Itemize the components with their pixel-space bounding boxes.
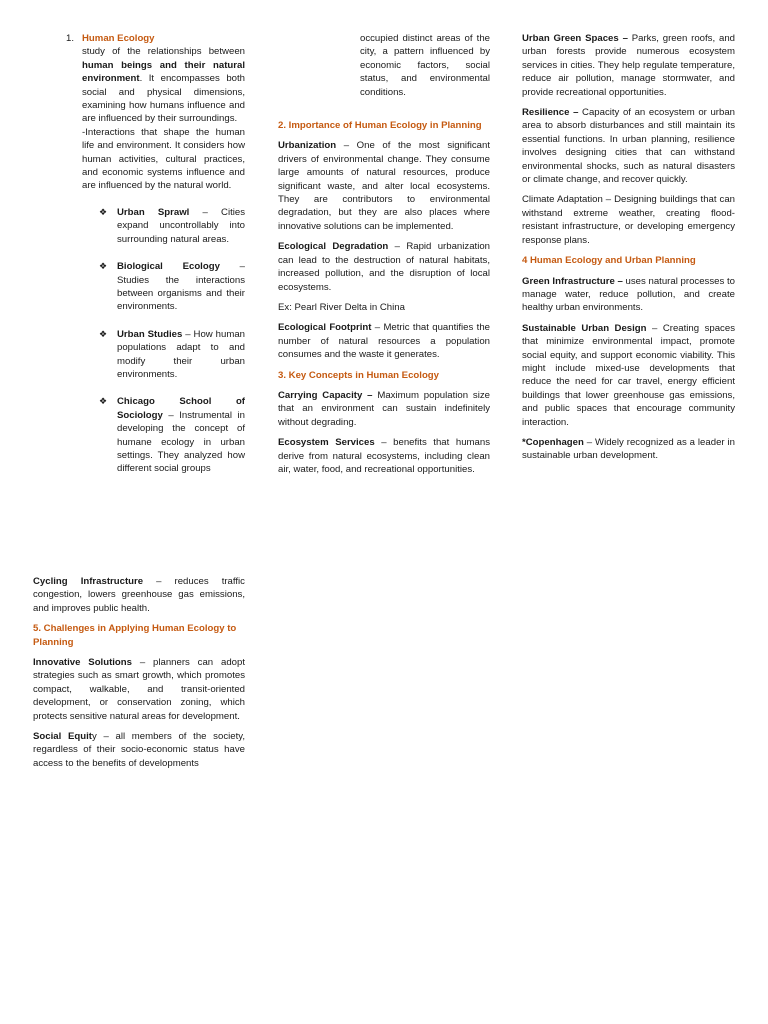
section-1-heading: Human Ecology — [82, 33, 155, 44]
section-5-heading: 5. Challenges in Applying Human Ecology to Planning — [33, 623, 237, 648]
sustainable-urban-design-paragraph: Sustainable Urban Design – Creating spaces that minimize environmental impact, promote social equity, and support economic viability. This might include mixed-use developments that reduce the need for car travel, energy efficient buildings that lower greenhouse gas emissions, and public spaces that encourage community interaction. — [522, 322, 735, 428]
bullet-item-urban-sprawl: ❖ Urban Sprawl – Cities expand uncontrollably into surrounding natural areas. — [99, 206, 245, 245]
green-infrastructure-paragraph: Green Infrastructure – uses natural processes to manage water, reduce pollution, and create healthy urban environments. — [522, 275, 735, 314]
bottom-block — [33, 575, 245, 777]
diamond-bullet-icon: ❖ — [99, 206, 108, 217]
resilience-paragraph: Resilience – Capacity of an ecosystem or urban area to absorb disturbances and still maintain its essential functions. In urban planning, resilience involves designing cities that can withstand environmental shocks, such as natural disasters or climate change, and recover quickly. — [522, 107, 735, 186]
ecosystem-services-paragraph: Ecosystem Services – benefits that humans derive from natural ecosystems, including clean air, water, food, and recreational opportunities. — [278, 437, 490, 475]
urban-green-spaces-paragraph: Urban Green Spaces – Parks, green roofs, and urban forests provide numerous ecosystem services in cities. They help regulate temperature, reduce air pollution, manage stormwater, and provide recreational opportunities. — [522, 33, 735, 98]
human-ecology-interactions: -Interactions that shape the human life and environment. It considers how human activities, cultural practices, and economic systems influence and are influenced by the natural world. — [82, 126, 245, 192]
section-1-number: 1. — [66, 33, 75, 44]
section-4-heading: 4 Human Ecology and Urban Planning — [522, 255, 696, 267]
social-equity-paragraph: Social Equity – all members of the society, regardless of their socio-economic status have access to the benefits of developments — [33, 731, 245, 769]
climate-adaptation-paragraph: Climate Adaptation – Designing buildings that can withstand extreme weather, creating flood-resistant infrastructure, or developing emergency response plans. — [522, 194, 735, 246]
human-ecology-definition: study of the relationships between human beings and their natural environment. It encompasses both social and physical dimensions, examining how humans influence and are influenced by their surroundings. — [82, 46, 245, 125]
bullet-item-biological-ecology: ❖ Biological Ecology – Studies the interactions between organisms and their environments. — [99, 261, 245, 313]
diamond-bullet-icon: ❖ — [99, 328, 108, 339]
chicago-continued-text: occupied distinct areas of the city, a pattern influenced by economic factors, social status, and environmental conditions. — [360, 33, 490, 98]
bullet-item-urban-studies: ❖ Urban Studies – How human populations adapt to and modify their urban environments. — [99, 328, 245, 380]
innovative-solutions-paragraph: Innovative Solutions – planners can adopt strategies such as smart growth, which promotes compact, walkable, and transit-oriented development, or conservation zoning, which protects sensitive natural areas for development. — [33, 657, 245, 722]
column-1 — [66, 32, 245, 490]
section-2-heading: 2. Importance of Human Ecology in Planning — [278, 120, 482, 132]
diamond-bullet-icon: ❖ — [99, 396, 108, 407]
example-paragraph: Ex: Pearl River Delta in China — [278, 301, 405, 313]
bullet-item-chicago-school: ❖ Chicago School of Sociology – Instrumental in developing the concept of humane ecology in urban settings. They analyzed how different social groups — [99, 396, 245, 475]
urbanization-paragraph: Urbanization – One of the most significant drivers of environmental change. They consume large amounts of natural resources, produce significant waste, and alter local ecosystems. They are contributors to environmental degradation, but they are also places where innovative solutions can be implemented. — [278, 140, 490, 232]
column-3 — [522, 32, 735, 470]
cycling-infrastructure-paragraph: Cycling Infrastructure – reduces traffic congestion, lowers greenhouse gas emissions, and improves public health. — [33, 576, 245, 614]
copenhagen-paragraph: *Copenhagen – Widely recognized as a leader in sustainable urban development. — [522, 436, 735, 462]
carrying-capacity-paragraph: Carrying Capacity – Maximum population size that an environment can sustain indefinitely without degrading. — [278, 389, 490, 428]
section-1 — [66, 32, 245, 193]
column-2 — [278, 32, 490, 483]
bullet-list — [66, 206, 245, 476]
ecological-degradation-paragraph: Ecological Degradation – Rapid urbanization can lead to the destruction of natural habitats, increased pollution, and the disruption of local ecosystems. — [278, 241, 490, 293]
ecological-footprint-paragraph: Ecological Footprint – Metric that quantifies the number of natural resources a population consumes and the waste it generates. — [278, 322, 490, 361]
diamond-bullet-icon: ❖ — [99, 261, 108, 272]
section-3-heading: 3. Key Concepts in Human Ecology — [278, 369, 439, 381]
